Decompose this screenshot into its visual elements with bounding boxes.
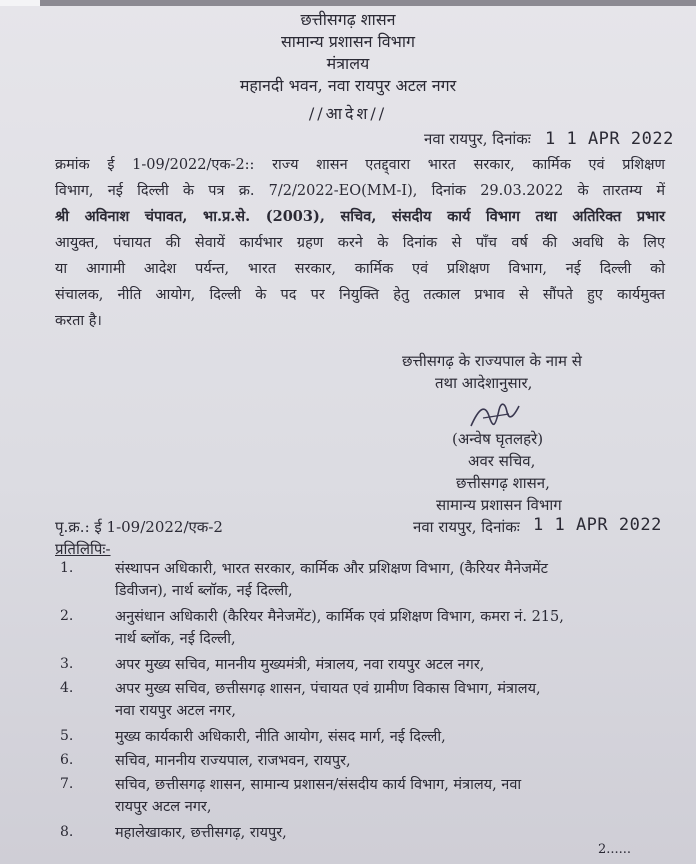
cc-item-number: 7. — [60, 776, 74, 792]
body-line-3: श्री अविनाश चंपावत, भा.प्र.से. (2003), सचिव, संसदीय कार्य विभाग तथा अतिरिक्त प्रभार — [55, 208, 665, 225]
handwritten-signature-icon — [465, 398, 525, 432]
order-title: //आदेश// — [308, 104, 388, 123]
cc-item-line: डिवीजन), नार्थ ब्लॉक, नई दिल्ली, — [115, 583, 293, 599]
cc-item-line: मुख्य कार्यकारी अधिकारी, नीति आयोग, संसद मार्ग, नई दिल्ली, — [115, 729, 446, 745]
cc-item-line: रायपुर अटल नगर, — [115, 799, 212, 815]
signature-order: तथा आदेशानुसार, — [435, 374, 533, 392]
cc-item-number: 2. — [60, 608, 74, 624]
signatory-name: (अन्वेष घृतलहरे) — [452, 430, 544, 448]
body-line-6: संचालक, नीति आयोग, दिल्ली के पद पर नियुक्ति हेतु तत्काल प्रभाव से सौंपते हुए कार्यमुक्त — [55, 287, 665, 303]
body-line-1: क्रमांक ई 1-09/2022/एक-2:: राज्य शासन एतद्द्वारा भारत सरकार, कार्मिक एवं प्रशिक्षण — [55, 157, 665, 173]
copy-date-stamp: 1 1 APR 2022 — [533, 515, 662, 535]
photo-top-edge — [0, 0, 696, 6]
cc-item-line: सचिव, छत्तीसगढ़ शासन, सामान्य प्रशासन/संसदीय कार्य विभाग, मंत्रालय, नवा — [115, 777, 522, 793]
cc-item-number: 1. — [60, 560, 74, 576]
cc-item-number: 8. — [60, 824, 74, 840]
date-label: नवा रायपुर, दिनांकः — [424, 130, 531, 148]
cc-item-line: संस्थापन अधिकारी, भारत सरकार, कार्मिक और प्रशिक्षण विभाग, (कैरियर मैनेजमेंट — [115, 561, 548, 577]
cc-item-line: नार्थ ब्लॉक, नई दिल्ली, — [115, 631, 236, 647]
cc-item-number: 6. — [60, 752, 74, 768]
signatory-org: छत्तीसगढ़ शासन, — [456, 474, 550, 492]
cc-item-line: अपर मुख्य सचिव, माननीय मुख्यमंत्री, मंत्रालय, नवा रायपुर अटल नगर, — [115, 657, 485, 673]
body-line-7: करता है। — [55, 313, 102, 329]
cc-item-line: अपर मुख्य सचिव, छत्तीसगढ़ शासन, पंचायत एवं ग्रामीण विकास विभाग, मंत्रालय, — [115, 681, 541, 697]
signatory-department: सामान्य प्रशासन विभाग — [436, 496, 562, 514]
copy-ref-number: पृ.क्र.: ई 1-09/2022/एक-2 — [55, 518, 223, 536]
date-stamp: 1 1 APR 2022 — [545, 129, 674, 149]
cc-item-number: 3. — [60, 656, 74, 672]
body-line-2: विभाग, नई दिल्ली के पत्र क्र. 7/2/2022-EO(MM-I), दिनांक 29.03.2022 के तारतम्य में — [55, 183, 665, 199]
body-line-5: या आगामी आदेश पर्यन्त, भारत सरकार, कार्मिक एवं प्रशिक्षण विभाग, नई दिल्ली को — [55, 261, 665, 277]
cc-item-number: 4. — [60, 680, 74, 696]
cc-item-number: 5. — [60, 728, 74, 744]
cc-heading: प्रतिलिपिः- — [55, 540, 111, 558]
cc-item-line: अनुसंधान अधिकारी (कैरियर मैनेजमेंट), कार्मिक एवं प्रशिक्षण विभाग, कमरा नं. 215, — [115, 609, 564, 625]
cc-item-line: महालेखाकार, छत्तीसगढ़, रायपुर, — [115, 825, 287, 841]
body-line-4: आयुक्त, पंचायत की सेवायें कार्यभार ग्रहण करने के दिनांक से पाँच वर्ष की अवधि के लिए — [55, 235, 665, 251]
paper-corner — [0, 0, 40, 6]
header-government: छत्तीसगढ़ शासन — [300, 10, 396, 29]
header-address: महानदी भवन, नवा रायपुर अटल नगर — [239, 76, 457, 95]
header-department: सामान्य प्रशासन विभाग — [280, 32, 416, 51]
signatory-designation: अवर सचिव, — [468, 452, 536, 470]
signature-authority: छत्तीसगढ़ के राज्यपाल के नाम से — [402, 352, 582, 370]
cc-item-line: नवा रायपुर अटल नगर, — [115, 703, 236, 719]
header-ministry: मंत्रालय — [326, 54, 370, 73]
next-page-marker: 2...... — [598, 842, 632, 857]
copy-date-label: नवा रायपुर, दिनांकः — [413, 518, 520, 536]
cc-item-line: सचिव, माननीय राज्यपाल, राजभवन, रायपुर, — [115, 753, 351, 769]
